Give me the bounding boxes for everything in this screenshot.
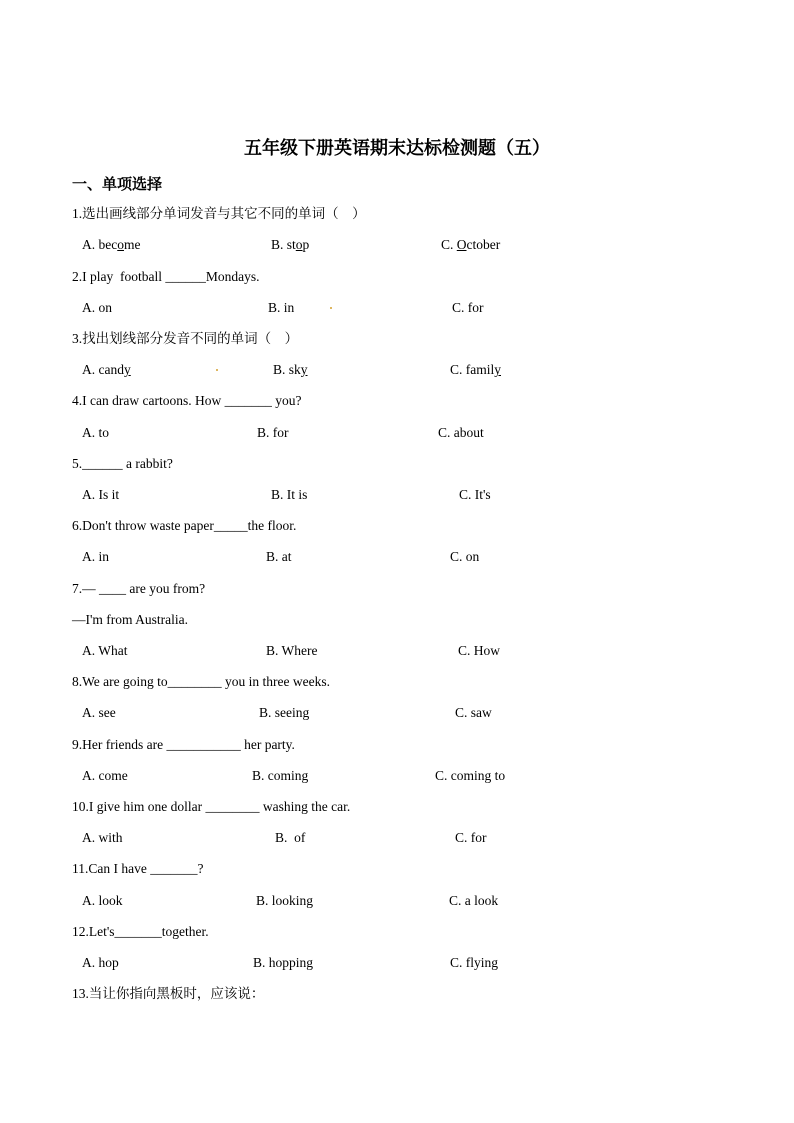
question-6-stem: 6.Don't throw waste paper_____the floor. [72, 518, 297, 533]
question-1-option-a[interactable]: A. become [82, 237, 141, 252]
question-11-option-a[interactable]: A. look [82, 893, 123, 908]
question-4-option-a[interactable]: A. to [82, 425, 109, 440]
question-6-option-a[interactable]: A. in [82, 549, 109, 564]
question-9-option-b[interactable]: B. coming [252, 768, 309, 783]
question-8-option-b[interactable]: B. seeing [259, 705, 310, 720]
question-12-option-b[interactable]: B. hopping [253, 955, 314, 970]
question-6-option-c[interactable]: C. on [450, 549, 480, 564]
question-13-stem: 13.当让你指向黑板时，应该说： [72, 986, 265, 1001]
question-7-option-c[interactable]: C. How [458, 643, 501, 658]
question-4-option-b[interactable]: B. for [257, 425, 289, 440]
question-7-reply: —I'm from Australia. [72, 612, 189, 627]
question-3-option-b[interactable]: B. sky [273, 362, 308, 377]
page-title: 五年级下册英语期末达标检测题（五） [244, 138, 550, 159]
question-3-option-c[interactable]: C. family [450, 362, 501, 377]
question-8-stem: 8.We are going to________ you in three weeks. [72, 674, 330, 689]
question-2-stem: 2.I play football ______Mondays. [72, 269, 260, 284]
question-2-option-a[interactable]: A. on [82, 300, 112, 315]
question-5-option-a[interactable]: A. Is it [82, 487, 120, 502]
question-5-option-c[interactable]: C. It's [459, 487, 491, 502]
question-11-stem: 11.Can I have _______? [72, 861, 204, 876]
question-1-option-b[interactable]: B. stop [271, 237, 310, 252]
question-7-option-a[interactable]: A. What [82, 643, 128, 658]
question-9-option-a[interactable]: A. come [82, 768, 128, 783]
question-6-option-b[interactable]: B. at [266, 549, 292, 564]
question-1-stem: 1.选出画线部分单词发音与其它不同的单词（ ） [72, 206, 366, 221]
question-12-option-c[interactable]: C. flying [450, 955, 499, 970]
question-4-stem: 4.I can draw cartoons. How _______ you? [72, 393, 302, 408]
question-5-stem: 5.______ a rabbit? [72, 456, 173, 471]
question-1-option-c[interactable]: C. October [441, 237, 501, 252]
question-8-option-c[interactable]: C. saw [455, 705, 492, 720]
question-5-option-b[interactable]: B. It is [271, 487, 308, 502]
question-12-option-a[interactable]: A. hop [82, 955, 119, 970]
question-3-option-a[interactable]: A. candy [82, 362, 131, 377]
section-heading: 一、单项选择 [72, 175, 163, 193]
question-2-option-c[interactable]: C. for [452, 300, 484, 315]
question-10-option-b[interactable]: B. of [275, 830, 306, 845]
question-8-option-a[interactable]: A. see [82, 705, 116, 720]
question-10-option-c[interactable]: C. for [455, 830, 487, 845]
speck-mark [216, 369, 218, 371]
question-10-stem: 10.I give him one dollar ________ washing the car. [72, 799, 351, 814]
question-12-stem: 12.Let's_______together. [72, 924, 209, 939]
question-11-option-c[interactable]: C. a look [449, 893, 499, 908]
question-7-stem: 7.— ____ are you from? [72, 581, 206, 596]
question-4-option-c[interactable]: C. about [438, 425, 484, 440]
question-2-option-b[interactable]: B. in [268, 300, 295, 315]
question-9-stem: 9.Her friends are ___________ her party. [72, 737, 295, 752]
speck-mark [330, 307, 332, 309]
question-10-option-a[interactable]: A. with [82, 830, 123, 845]
question-11-option-b[interactable]: B. looking [256, 893, 314, 908]
question-7-option-b[interactable]: B. Where [266, 643, 318, 658]
question-3-stem: 3.找出划线部分发音不同的单词（ ） [72, 331, 299, 346]
question-9-option-c[interactable]: C. coming to [435, 768, 506, 783]
